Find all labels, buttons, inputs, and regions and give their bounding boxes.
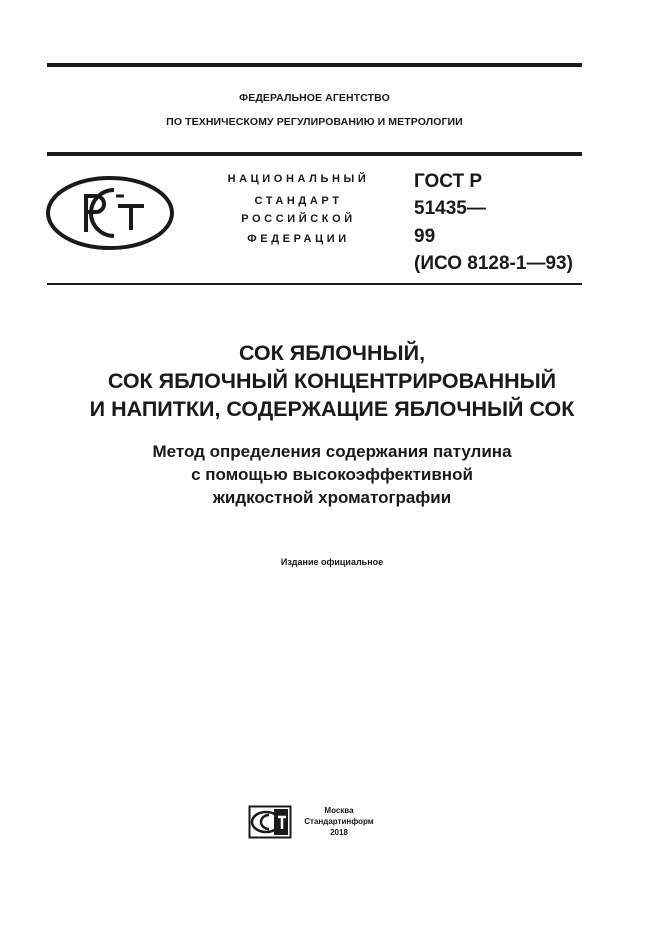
title-line-1: СОК ЯБЛОЧНЫЙ, xyxy=(238,341,426,365)
designation-line-3: 99 xyxy=(414,226,436,247)
standard-type-line-1: НАЦИОНАЛЬНЫЙ xyxy=(227,173,370,185)
standard-type-line-2: СТАНДАРТ xyxy=(254,195,343,207)
publisher-city: Москва xyxy=(324,806,354,815)
section-rule xyxy=(47,283,582,285)
title-line-3: И НАПИТКИ, СОДЕРЖАЩИЕ ЯБЛОЧНЫЙ СОК xyxy=(89,397,575,421)
edition-label: Издание официальное xyxy=(280,557,384,567)
designation-line-4: (ИСО 8128-1—93) xyxy=(414,253,573,274)
top-rule xyxy=(47,63,582,67)
standard-type-line-3: РОССИЙСКОЙ xyxy=(241,213,356,225)
standard-type-line-4: ФЕДЕРАЦИИ xyxy=(247,233,350,245)
designation-line-1: ГОСТ Р xyxy=(414,171,483,192)
header-rule xyxy=(47,152,582,156)
designation-line-2: 51435— xyxy=(414,198,486,219)
standartinform-logo-icon xyxy=(248,805,292,839)
agency-line-2: ПО ТЕХНИЧЕСКОМУ РЕГУЛИРОВАНИЮ И МЕТРОЛОГИИ xyxy=(166,116,463,128)
publisher-name: Стандартинформ xyxy=(304,817,374,826)
agency-line-1: ФЕДЕРАЛЬНОЕ АГЕНТСТВО xyxy=(239,92,390,104)
subtitle-line-3: жидкостной хроматографии xyxy=(212,488,452,507)
title-line-2: СОК ЯБЛОЧНЫЙ КОНЦЕНТРИРОВАННЫЙ xyxy=(107,369,557,393)
subtitle-line-1: Метод определения содержания патулина xyxy=(152,442,512,461)
publisher-year: 2018 xyxy=(330,828,348,837)
rst-logo-icon xyxy=(44,174,176,252)
subtitle-line-2: с помощью высокоэффективной xyxy=(191,465,473,484)
